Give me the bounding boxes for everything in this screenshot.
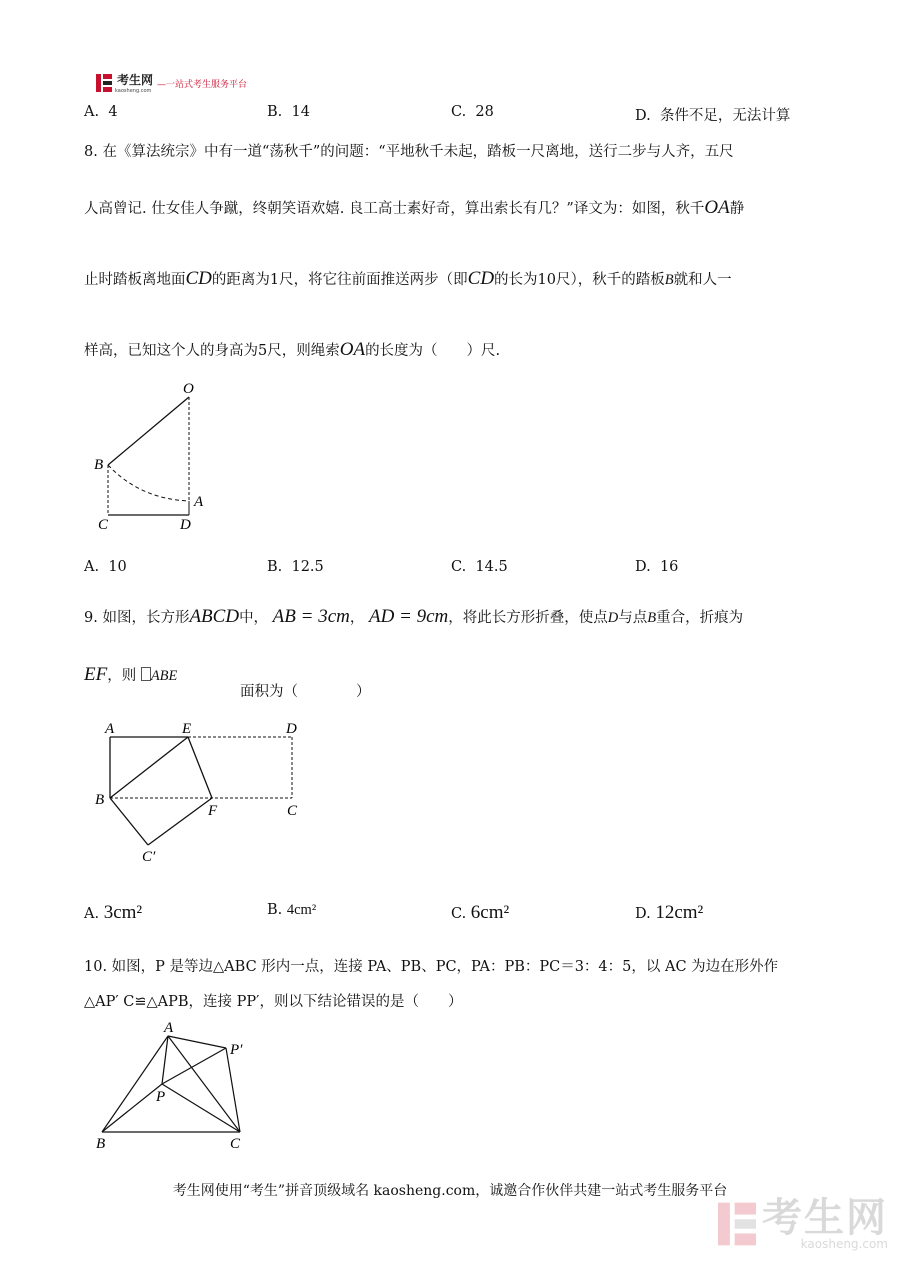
q9-option-a[interactable]: A. 3cm² <box>84 902 143 923</box>
segment-c1f <box>148 798 212 845</box>
label-c-prime: C′ <box>142 849 156 865</box>
q8-line-1: 8. 在《算法统宗》中有一道“荡秋千”的问题：“平地秋千未起，踏板一尺离地，送行二步与人齐，五尺 <box>84 144 734 160</box>
q9-rectangle-figure <box>90 715 310 865</box>
q10-triangle-figure <box>90 1016 270 1154</box>
header-logo <box>96 72 247 94</box>
label-e: E <box>182 721 192 737</box>
watermark-name: 考生网 <box>762 1195 888 1241</box>
label-b: B <box>95 792 105 808</box>
segment-p1c <box>226 1048 240 1132</box>
rope-ob <box>108 397 189 465</box>
page-footer: 考生网使用“考生”拼音顶级域名 kaosheng.com，诚邀合作伙伴共建一站式考生服务平台 <box>172 1183 728 1199</box>
q8-option-c[interactable]: C. 14.5 <box>451 559 508 575</box>
label-o: O <box>183 381 194 397</box>
segment-bc1 <box>110 798 148 845</box>
label-a: A <box>194 494 204 510</box>
label-f: F <box>208 803 218 819</box>
segment-be <box>110 737 188 798</box>
q8-option-d[interactable]: D. 16 <box>635 559 679 575</box>
q9-option-b[interactable]: B. 4cm² <box>267 902 317 918</box>
q7-option-d[interactable]: D. 条件不足，无法计算 <box>635 108 791 124</box>
q8-option-b[interactable]: B. 12.5 <box>267 559 324 575</box>
label-c: C <box>230 1136 241 1152</box>
q8-line-3: 止时踏板离地面CD的距离为1尺，将它往前面推送两步（即CD的长为10尺），秋千的踏板B就和人一 <box>84 268 732 289</box>
q7-option-b[interactable]: B. 14 <box>267 104 310 120</box>
q7-option-a[interactable]: A. 4 <box>84 104 118 120</box>
segment-ap1 <box>168 1036 226 1048</box>
logo-slogan: —一站式考生服务平台 <box>157 79 248 90</box>
label-b: B <box>96 1136 106 1152</box>
q10-line-2: △AP′ C≌△APB，连接 PP′，则以下结论错误的是（ ） <box>84 994 463 1010</box>
q9-line-2-end: 面积为（ ） <box>240 684 371 700</box>
q8-line-2: 人高曾记. 仕女佳人争蹴，终朝笑语欢嬉. 良工高士素好奇，算出索长有几？”译文为：如图，秋千OA静 <box>84 197 745 218</box>
label-p-prime: P′ <box>230 1042 243 1058</box>
swing-arc <box>108 465 189 501</box>
watermark-logo <box>718 1195 888 1251</box>
logo-mark-icon <box>96 74 112 92</box>
label-p: P <box>156 1089 166 1105</box>
segment-pb <box>102 1084 162 1132</box>
label-c: C <box>98 517 109 533</box>
q9-option-d[interactable]: D. 12cm² <box>635 902 704 923</box>
logo-name: 考生网 <box>117 73 154 87</box>
q7-option-c[interactable]: C. 28 <box>451 104 494 120</box>
watermark-domain: kaosheng.com <box>800 1237 888 1251</box>
label-d: D <box>180 517 191 533</box>
label-a: A <box>105 721 115 737</box>
segment-pc <box>162 1084 240 1132</box>
q10-line-1: 10. 如图，P 是等边△ABC 形内一点，连接 PA、PB、PC，PA：PB：PC＝3：4：5，以 AC 为边在形外作 <box>84 959 779 975</box>
q9-line-1: 9. 如图，长方形ABCD中， AB = 3cm， AD = 9cm，将此长方形折叠，使点D与点B重合，折痕为 <box>84 606 744 627</box>
crease-ef <box>188 737 212 798</box>
q9-option-c[interactable]: C. 6cm² <box>451 902 510 923</box>
q8-line-4: 样高，已知这个人的身高为5尺，则绳索OA的长度为（ ）尺. <box>84 339 501 360</box>
label-a: A <box>164 1020 174 1036</box>
label-c: C <box>287 803 298 819</box>
q8-swing-figure <box>90 375 220 535</box>
side-ab <box>102 1036 168 1132</box>
logo-domain: kaosheng.com <box>115 88 152 94</box>
label-b: B <box>94 457 104 473</box>
watermark-mark-icon <box>718 1202 756 1246</box>
segment-pp1 <box>162 1048 226 1084</box>
q9-line-2: EF，则 ABE <box>84 664 178 685</box>
q8-option-a[interactable]: A. 10 <box>84 559 127 575</box>
label-d: D <box>286 721 297 737</box>
triangle-glyph-icon <box>141 667 151 681</box>
